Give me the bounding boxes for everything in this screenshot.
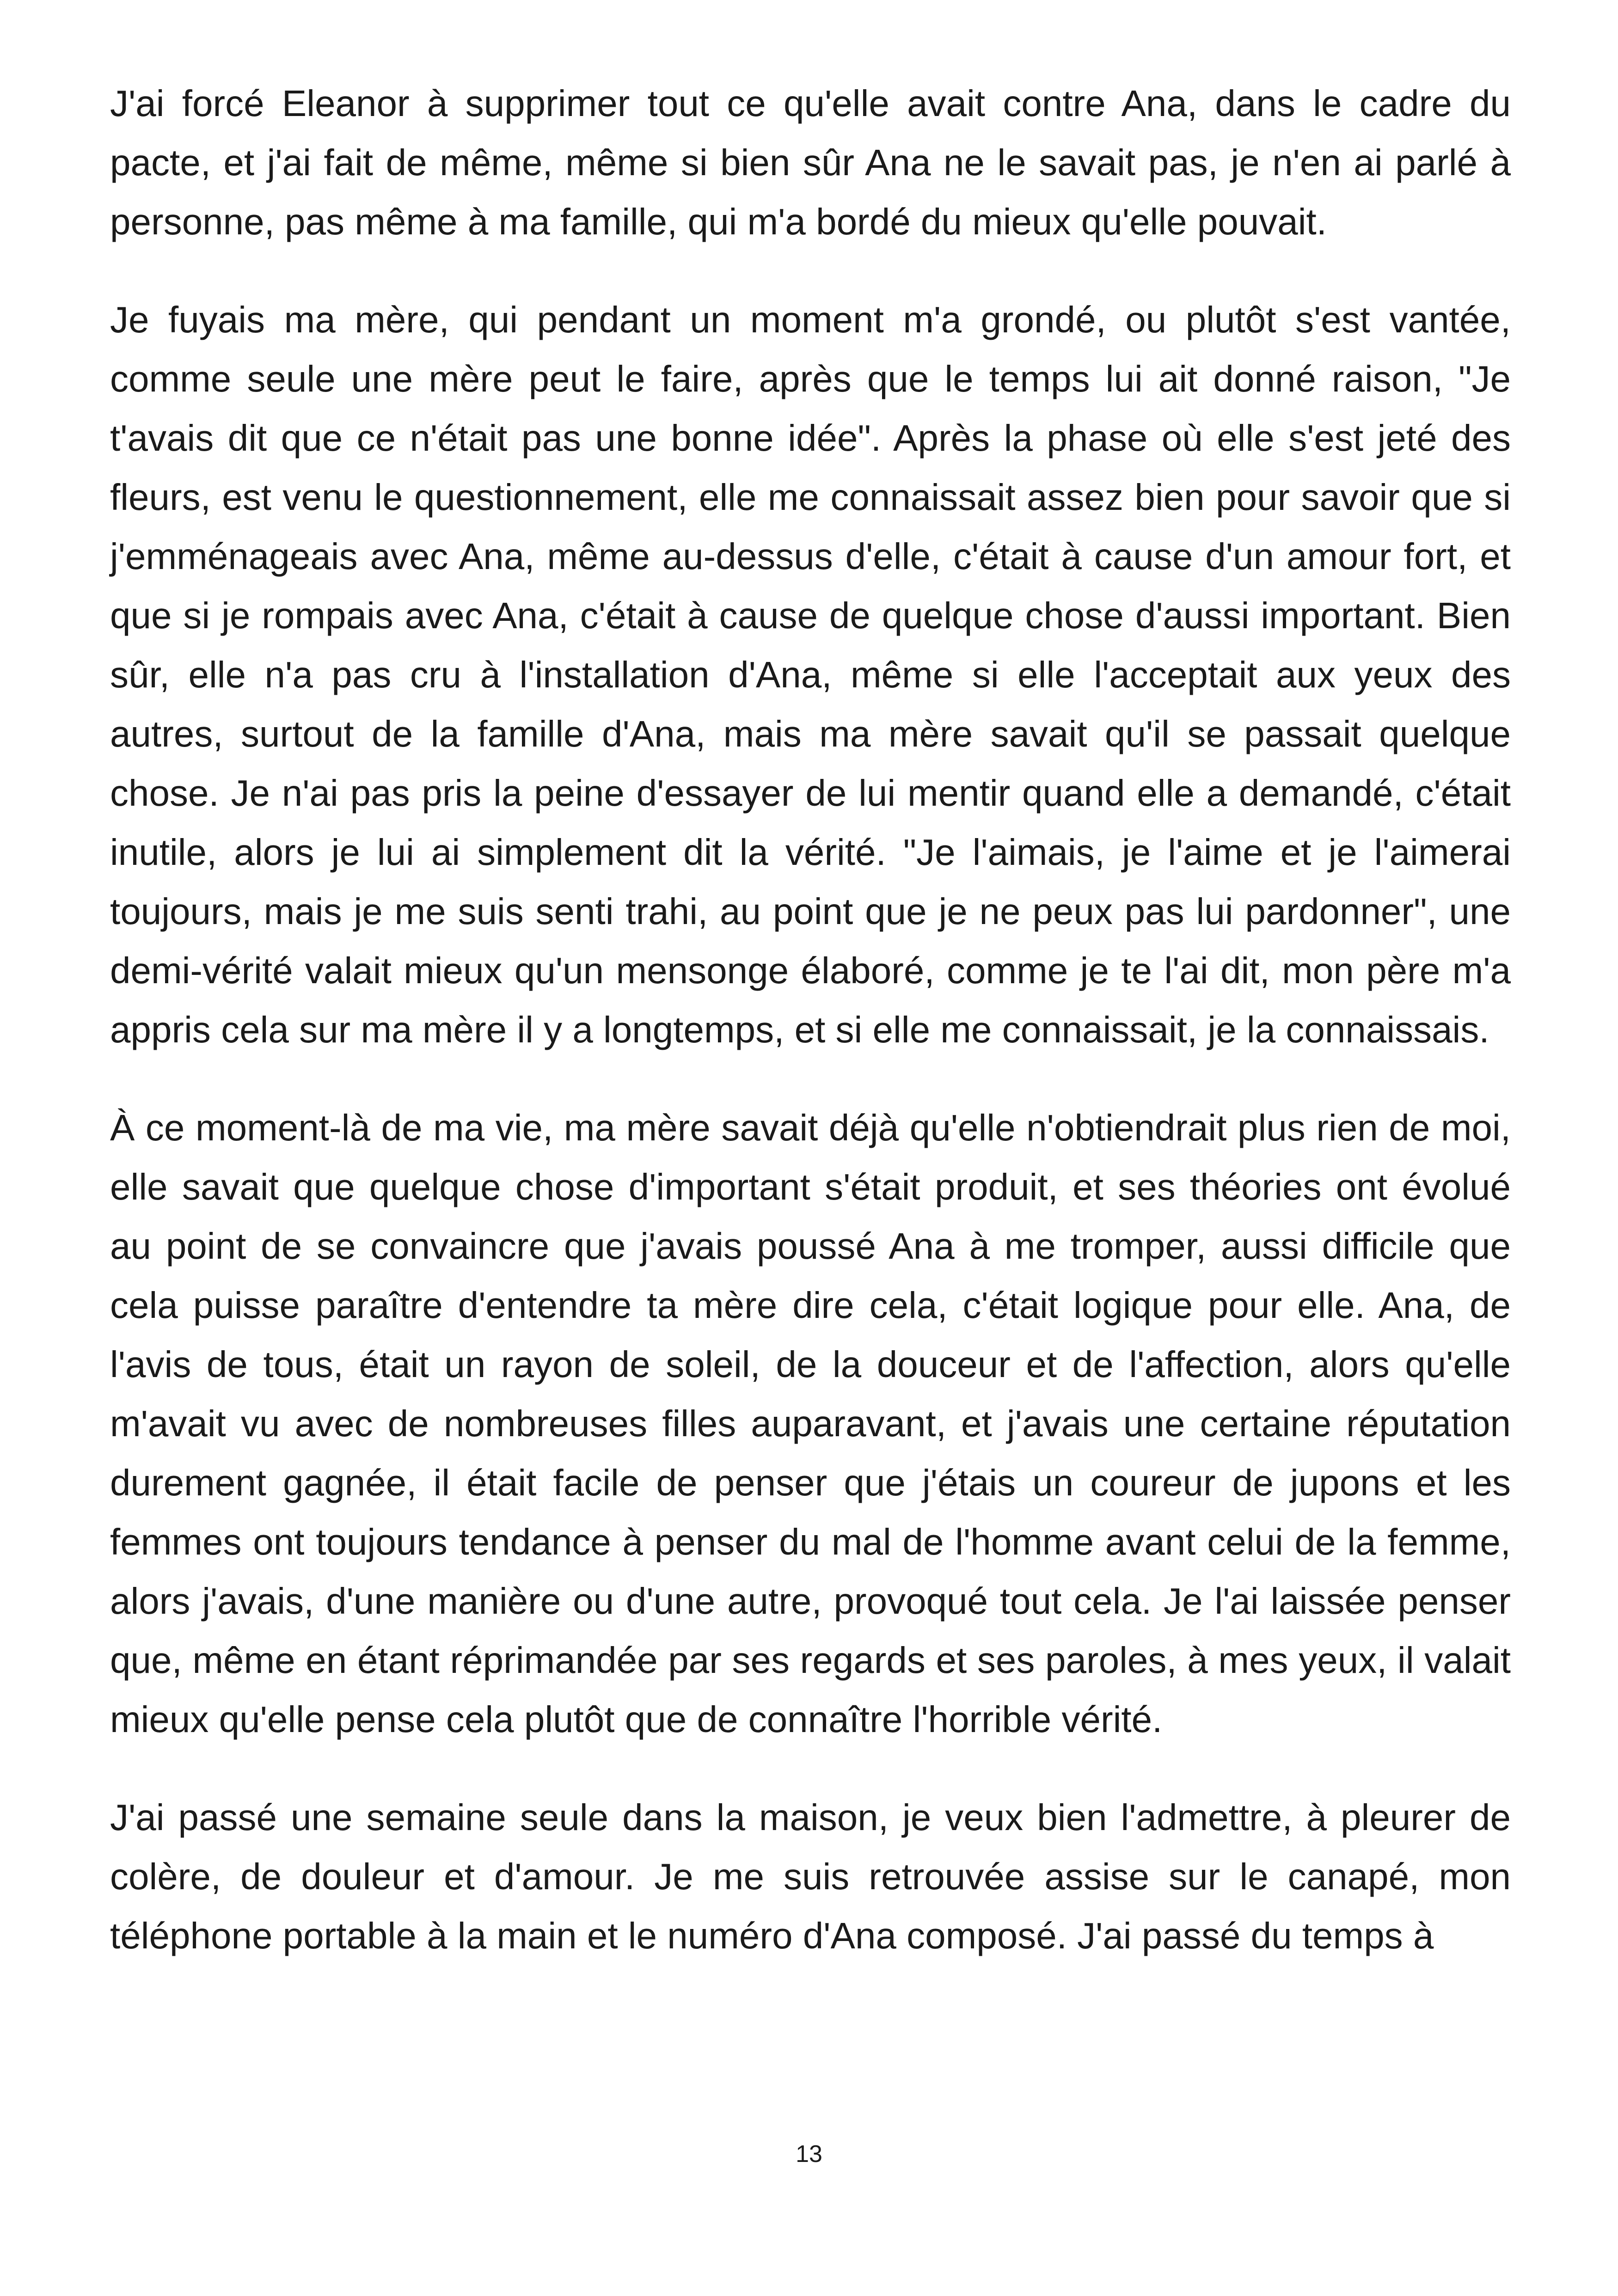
body-text	[110, 74, 1511, 2004]
paragraph-2: Je fuyais ma mère, qui pendant un moment m'a grondé, ou plutôt s'est vantée, comme seule une mère peut le faire, après que le temps lui ait donné raison, "Je t'avais dit que ce n'était pas une bonne idée". Après la phase où elle s'est jeté des fleurs, est venu le questionnement, elle me connaissait assez bien pour savoir que si j'emménageais avec Ana, même au-dessus d'elle, c'était à cause d'un amour fort, et que si je rompais avec Ana, c'était à cause de quelque chose d'aussi important. Bien sûr, elle n'a pas cru à l'installation d'Ana, même si elle l'acceptait aux yeux des autres, surtout de la famille d'Ana, mais ma mère savait qu'il se passait quelque chose. Je n'ai pas pris la peine d'essayer de lui mentir quand elle a demandé, c'était inutile, alors je lui ai simplement dit la vérité. "Je l'aimais, je l'aime et je l'aimerai toujours, mais je me suis senti trahi, au point que je ne peux pas lui pardonner", une demi-vérité valait mieux qu'un mensonge élaboré, comme je te l'ai dit, mon père m'a appris cela sur ma mère il y a longtemps, et si elle me connaissait, je la connaissais.	[110, 299, 1511, 1050]
paragraph-3: À ce moment-là de ma vie, ma mère savait déjà qu'elle n'obtiendrait plus rien de moi, elle savait que quelque chose d'important s'était produit, et ses théories ont évolué au point de se convaincre que j'avais poussé Ana à me tromper, aussi difficile que cela puisse paraître d'entendre ta mère dire cela, c'était logique pour elle. Ana, de l'avis de tous, était un rayon de soleil, de la douceur et de l'affection, alors qu'elle m'avait vu avec de nombreuses filles auparavant, et j'avais une certaine réputation durement gagnée, il était facile de penser que j'étais un coureur de jupons et les femmes ont toujours tendance à penser du mal de l'homme avant celui de la femme, alors j'avais, d'une manière ou d'une autre, provoqué tout cela. Je l'ai laissée penser que, même en étant réprimandée par ses regards et ses paroles, à mes yeux, il valait mieux qu'elle pense cela plutôt que de connaître l'horrible vérité.	[110, 1107, 1511, 1740]
paragraph-1: J'ai forcé Eleanor à supprimer tout ce qu'elle avait contre Ana, dans le cadre du pacte, et j'ai fait de même, même si bien sûr Ana ne le savait pas, je n'en ai parlé à personne, pas même à ma famille, qui m'a bordé du mieux qu'elle pouvait.	[110, 83, 1511, 242]
paragraph-4: J'ai passé une semaine seule dans la maison, je veux bien l'admettre, à pleurer de colère, de douleur et d'amour. Je me suis retrouvée assise sur le canapé, mon téléphone portable à la main et le numéro d'Ana composé. J'ai passé du temps à	[110, 1797, 1511, 1956]
page-number: 13	[796, 2141, 822, 2167]
